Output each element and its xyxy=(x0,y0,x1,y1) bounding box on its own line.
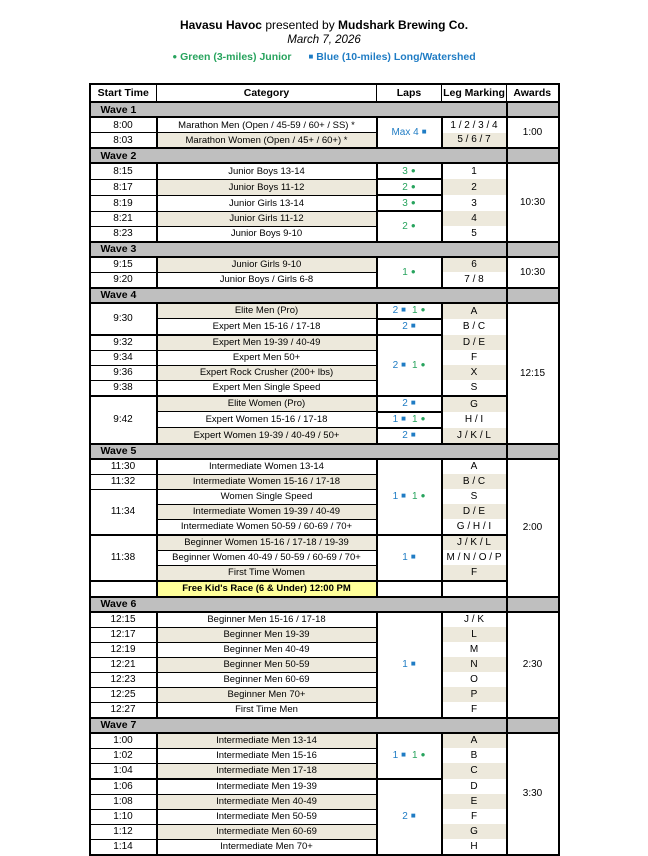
table-row xyxy=(90,226,559,242)
time-cell xyxy=(90,581,157,597)
time-cell: 12:25 xyxy=(90,687,157,702)
category-cell: Junior Boys 9-10 xyxy=(157,226,377,242)
leg-marking-cell: 7 / 8 xyxy=(442,272,507,288)
legend-junior xyxy=(172,51,291,63)
laps-value xyxy=(402,198,415,209)
laps-cell xyxy=(377,303,442,319)
laps-value xyxy=(402,398,415,409)
lap-count: 1 xyxy=(402,659,408,670)
category-cell: Elite Women (Pro) xyxy=(157,396,377,412)
category-cell: Beginner Men 70+ xyxy=(157,687,377,702)
wave-band-awards xyxy=(507,718,559,733)
laps-value xyxy=(412,750,425,761)
laps-cell xyxy=(377,779,442,855)
leg-marking-cell: O xyxy=(442,672,507,687)
laps-cell xyxy=(377,733,442,779)
laps-cell-empty xyxy=(377,581,442,597)
time-cell: 11:32 xyxy=(90,474,157,489)
laps-value xyxy=(412,305,425,316)
laps-cell xyxy=(377,179,442,195)
leg-marking-cell: 1 xyxy=(442,163,507,179)
table-row xyxy=(90,642,559,657)
leg-marking-cell: J / K xyxy=(442,612,507,628)
category-cell: Intermediate Women 13-14 xyxy=(157,459,377,475)
laps-cell xyxy=(377,459,442,535)
time-cell: 12:15 xyxy=(90,612,157,628)
table-row xyxy=(90,489,559,504)
laps-cell xyxy=(377,428,442,444)
wave-label: Wave 6 xyxy=(90,597,507,612)
green-circle-icon: ● xyxy=(172,52,178,61)
leg-marking-cell: G xyxy=(442,824,507,839)
leg-marking-cell: A xyxy=(442,459,507,475)
category-cell: Beginner Men 40-49 xyxy=(157,642,377,657)
table-row xyxy=(90,809,559,824)
leg-marking-cell: 3 xyxy=(442,195,507,211)
awards-cell: 1:00 xyxy=(507,117,559,148)
time-cell: 9:42 xyxy=(90,396,157,444)
time-cell: 11:34 xyxy=(90,489,157,535)
laps-cell xyxy=(377,335,442,396)
leg-marking-cell: L xyxy=(442,627,507,642)
lap-count: 3 xyxy=(402,197,408,209)
lap-count: 2 xyxy=(402,398,408,409)
green-circle-icon: ● xyxy=(420,414,426,423)
table-row xyxy=(90,350,559,365)
leg-marking-cell: A xyxy=(442,303,507,319)
leg-marking-cell: J / K / L xyxy=(442,428,507,444)
leg-marking-cell xyxy=(442,581,507,597)
blue-square-icon: ■ xyxy=(410,430,416,439)
lap-count: 1 xyxy=(412,750,418,761)
table-row xyxy=(90,365,559,380)
leg-marking-cell: F xyxy=(442,809,507,824)
table-row xyxy=(90,211,559,226)
category-cell: Beginner Men 19-39 xyxy=(157,627,377,642)
table-row xyxy=(90,702,559,718)
blue-square-icon: ■ xyxy=(401,414,406,423)
laps-value xyxy=(402,552,415,563)
table-row xyxy=(90,428,559,444)
table-row xyxy=(90,733,559,749)
awards-cell: 2:00 xyxy=(507,459,559,597)
laps-value xyxy=(402,166,415,177)
laps-cell xyxy=(377,117,442,148)
time-cell: 9:30 xyxy=(90,303,157,335)
leg-marking-cell: D xyxy=(442,779,507,795)
wave-band-row xyxy=(90,718,559,733)
category-cell: Expert Women 19-39 / 40-49 / 50+ xyxy=(157,428,377,444)
column-header-laps: Laps xyxy=(377,84,442,102)
awards-cell: 10:30 xyxy=(507,257,559,288)
wave-label: Wave 7 xyxy=(90,718,507,733)
laps-value xyxy=(402,221,415,232)
category-cell: Marathon Women (Open / 45+ / 60+) * xyxy=(157,133,377,149)
lap-count: 1 xyxy=(392,491,399,502)
category-cell: Intermediate Women 15-16 / 17-18 xyxy=(157,474,377,489)
category-cell: Expert Men 50+ xyxy=(157,350,377,365)
table-row xyxy=(90,581,559,597)
laps-value xyxy=(412,491,425,502)
laps-value xyxy=(391,127,426,138)
lap-count: 1 xyxy=(412,414,418,425)
lap-count: 1 xyxy=(402,552,408,563)
table-row xyxy=(90,133,559,149)
time-cell: 8:21 xyxy=(90,211,157,226)
wave-label: Wave 2 xyxy=(90,148,507,163)
wave-band-row xyxy=(90,597,559,612)
laps-value xyxy=(393,491,406,502)
blue-square-icon: ■ xyxy=(410,811,416,820)
blue-square-icon: ■ xyxy=(410,552,416,561)
table-row xyxy=(90,612,559,628)
laps-value xyxy=(402,811,415,822)
lap-count: 2 xyxy=(402,430,408,441)
category-cell: Junior Girls 13-14 xyxy=(157,195,377,211)
time-cell: 11:38 xyxy=(90,535,157,581)
blue-square-icon: ■ xyxy=(410,321,416,330)
column-header-category: Category xyxy=(157,84,377,102)
leg-marking-cell: D / E xyxy=(442,335,507,351)
lap-count: 3 xyxy=(402,165,408,177)
table-row xyxy=(90,794,559,809)
table-row xyxy=(90,117,559,133)
leg-marking-cell: M / N / O / P xyxy=(442,550,507,565)
category-cell: Junior Girls 9-10 xyxy=(157,257,377,273)
category-cell: First Time Women xyxy=(157,565,377,581)
time-cell: 1:02 xyxy=(90,748,157,763)
time-cell: 8:03 xyxy=(90,133,157,149)
wave-label: Wave 3 xyxy=(90,242,507,257)
blue-square-icon: ■ xyxy=(421,127,427,136)
laps-cell xyxy=(377,211,442,242)
time-cell: 8:00 xyxy=(90,117,157,133)
lap-count: Max 4 xyxy=(391,127,419,138)
green-circle-icon: ● xyxy=(410,266,416,276)
category-cell: Intermediate Men 19-39 xyxy=(157,779,377,795)
leg-marking-cell: F xyxy=(442,350,507,365)
time-cell: 9:32 xyxy=(90,335,157,351)
table-row xyxy=(90,257,559,273)
table-row xyxy=(90,535,559,551)
category-cell: Junior Boys 13-14 xyxy=(157,163,377,179)
column-header-awards: Awards xyxy=(507,84,559,102)
leg-marking-cell: 5 / 6 / 7 xyxy=(442,133,507,149)
time-cell: 12:17 xyxy=(90,627,157,642)
category-cell: Beginner Men 50-59 xyxy=(157,657,377,672)
leg-marking-cell: M xyxy=(442,642,507,657)
green-circle-icon: ● xyxy=(410,197,416,207)
leg-marking-cell: H xyxy=(442,839,507,855)
table-row xyxy=(90,396,559,412)
time-cell: 9:34 xyxy=(90,350,157,365)
wave-band-awards xyxy=(507,444,559,459)
leg-marking-cell: 5 xyxy=(442,226,507,242)
laps-value xyxy=(393,305,406,316)
time-cell: 12:21 xyxy=(90,657,157,672)
leg-marking-cell: J / K / L xyxy=(442,535,507,551)
laps-cell xyxy=(377,163,442,179)
wave-band-awards xyxy=(507,102,559,117)
table-row xyxy=(90,763,559,779)
time-cell: 11:30 xyxy=(90,459,157,475)
time-cell: 12:27 xyxy=(90,702,157,718)
table-row xyxy=(90,504,559,519)
time-cell: 1:00 xyxy=(90,733,157,749)
time-cell: 1:14 xyxy=(90,839,157,855)
time-cell: 9:20 xyxy=(90,272,157,288)
category-cell: Women Single Speed xyxy=(157,489,377,504)
green-circle-icon: ● xyxy=(420,750,426,759)
lap-count: 1 xyxy=(392,414,399,425)
table-row xyxy=(90,319,559,335)
laps-value xyxy=(393,414,406,425)
table-row xyxy=(90,335,559,351)
category-cell: Intermediate Women 19-39 / 40-49 xyxy=(157,504,377,519)
green-circle-icon: ● xyxy=(410,181,416,191)
wave-band-row xyxy=(90,444,559,459)
table-row xyxy=(90,380,559,396)
category-cell: Intermediate Men 60-69 xyxy=(157,824,377,839)
wave-label: Wave 4 xyxy=(90,288,507,303)
blue-square-icon: ■ xyxy=(308,52,314,61)
green-circle-icon: ● xyxy=(420,305,426,314)
category-cell: Beginner Men 60-69 xyxy=(157,672,377,687)
category-cell: First Time Men xyxy=(157,702,377,718)
leg-marking-cell: A xyxy=(442,733,507,749)
category-cell: Expert Men Single Speed xyxy=(157,380,377,396)
category-cell: Beginner Men 15-16 / 17-18 xyxy=(157,612,377,628)
blue-square-icon: ■ xyxy=(410,398,416,407)
laps-value xyxy=(402,659,415,670)
sponsor-name: Mudshark Brewing Co. xyxy=(338,18,469,32)
legend-long xyxy=(308,51,475,63)
category-cell: Expert Men 19-39 / 40-49 xyxy=(157,335,377,351)
table-row xyxy=(90,303,559,319)
lap-count: 2 xyxy=(402,811,408,822)
lap-count: 2 xyxy=(392,359,399,371)
category-cell: Junior Girls 11-12 xyxy=(157,211,377,226)
title-middle-text: presented by xyxy=(261,18,339,32)
time-cell: 8:17 xyxy=(90,179,157,195)
leg-marking-cell: S xyxy=(442,489,507,504)
blue-square-icon: ■ xyxy=(410,659,416,668)
table-row xyxy=(90,839,559,855)
green-circle-icon: ● xyxy=(410,220,416,230)
kids-race-banner: Free Kid's Race (6 & Under) 12:00 PM xyxy=(157,581,377,597)
category-cell: Intermediate Men 17-18 xyxy=(157,763,377,779)
column-header-start-time: Start Time xyxy=(90,84,157,102)
wave-band-row xyxy=(90,288,559,303)
lap-count: 1 xyxy=(412,491,418,502)
category-cell: Intermediate Men 40-49 xyxy=(157,794,377,809)
laps-cell xyxy=(377,535,442,581)
leg-marking-cell: E xyxy=(442,794,507,809)
table-row xyxy=(90,748,559,763)
event-date: March 7, 2026 xyxy=(287,34,361,46)
lap-count: 2 xyxy=(402,220,408,232)
category-cell: Expert Women 15-16 / 17-18 xyxy=(157,412,377,428)
category-cell: Junior Boys / Girls 6-8 xyxy=(157,272,377,288)
time-cell: 8:23 xyxy=(90,226,157,242)
laps-cell xyxy=(377,412,442,428)
category-cell: Expert Rock Crusher (200+ lbs) xyxy=(157,365,377,380)
leg-marking-cell: 2 xyxy=(442,179,507,195)
table-row xyxy=(90,163,559,179)
category-cell: Beginner Women 40-49 / 50-59 / 60-69 / 70+ xyxy=(157,550,377,565)
leg-marking-cell: G xyxy=(442,396,507,412)
time-cell: 8:19 xyxy=(90,195,157,211)
column-header-row xyxy=(90,84,559,102)
laps-cell xyxy=(377,319,442,335)
leg-marking-cell: F xyxy=(442,565,507,581)
schedule-table xyxy=(89,83,560,856)
wave-label: Wave 1 xyxy=(90,102,507,117)
table-row xyxy=(90,687,559,702)
blue-square-icon: ■ xyxy=(401,305,406,314)
time-cell: 8:15 xyxy=(90,163,157,179)
table-row xyxy=(90,672,559,687)
table-row xyxy=(90,779,559,795)
legend xyxy=(0,50,648,64)
time-cell: 1:10 xyxy=(90,809,157,824)
blue-square-icon: ■ xyxy=(401,491,406,500)
laps-value xyxy=(393,360,406,371)
leg-marking-cell: F xyxy=(442,702,507,718)
time-cell: 9:36 xyxy=(90,365,157,380)
awards-cell: 2:30 xyxy=(507,612,559,718)
leg-marking-cell: G / H / I xyxy=(442,519,507,535)
blue-square-icon: ■ xyxy=(401,359,406,369)
leg-marking-cell: 4 xyxy=(442,211,507,226)
wave-band-awards xyxy=(507,288,559,303)
legend-long-label: Blue (10-miles) Long/Watershed xyxy=(316,51,476,63)
table-row xyxy=(90,657,559,672)
leg-marking-cell: B / C xyxy=(442,474,507,489)
category-cell: Elite Men (Pro) xyxy=(157,303,377,319)
time-cell: 12:23 xyxy=(90,672,157,687)
blue-square-icon: ■ xyxy=(401,750,406,759)
time-cell: 1:12 xyxy=(90,824,157,839)
lap-count: 2 xyxy=(392,305,399,316)
column-header-leg-marking: Leg Marking xyxy=(442,84,507,102)
awards-cell: 12:15 xyxy=(507,303,559,444)
schedule-body xyxy=(90,102,559,855)
leg-marking-cell: P xyxy=(442,687,507,702)
green-circle-icon: ● xyxy=(420,491,426,500)
table-row xyxy=(90,195,559,211)
green-circle-icon: ● xyxy=(410,165,416,175)
leg-marking-cell: 1 / 2 / 3 / 4 xyxy=(442,117,507,133)
page-title xyxy=(0,18,648,32)
time-cell: 1:08 xyxy=(90,794,157,809)
lap-count: 1 xyxy=(402,266,408,278)
lap-count: 2 xyxy=(402,181,408,193)
laps-cell xyxy=(377,396,442,412)
laps-value xyxy=(402,321,415,332)
table-row xyxy=(90,627,559,642)
leg-marking-cell: S xyxy=(442,380,507,396)
awards-cell: 3:30 xyxy=(507,733,559,855)
table-row xyxy=(90,179,559,195)
category-cell: Marathon Men (Open / 45-59 / 60+ / SS) * xyxy=(157,117,377,133)
table-row xyxy=(90,474,559,489)
time-cell: 9:38 xyxy=(90,380,157,396)
category-cell: Beginner Women 15-16 / 17-18 / 19-39 xyxy=(157,535,377,551)
lap-count: 1 xyxy=(412,305,418,316)
table-row xyxy=(90,459,559,475)
table-row xyxy=(90,272,559,288)
time-cell: 1:04 xyxy=(90,763,157,779)
awards-cell: 10:30 xyxy=(507,163,559,242)
leg-marking-cell: H / I xyxy=(442,412,507,428)
category-cell: Intermediate Women 50-59 / 60-69 / 70+ xyxy=(157,519,377,535)
green-circle-icon: ● xyxy=(420,359,426,369)
category-cell: Intermediate Men 15-16 xyxy=(157,748,377,763)
leg-marking-cell: D / E xyxy=(442,504,507,519)
laps-cell xyxy=(377,195,442,211)
laps-value xyxy=(412,414,425,425)
time-cell: 12:19 xyxy=(90,642,157,657)
table-row xyxy=(90,550,559,565)
table-row xyxy=(90,824,559,839)
wave-band-row xyxy=(90,102,559,117)
wave-band-awards xyxy=(507,597,559,612)
laps-value xyxy=(402,182,415,193)
lap-count: 1 xyxy=(392,750,399,761)
leg-marking-cell: 6 xyxy=(442,257,507,273)
category-cell: Expert Men 15-16 / 17-18 xyxy=(157,319,377,335)
leg-marking-cell: X xyxy=(442,365,507,380)
leg-marking-cell: B xyxy=(442,748,507,763)
category-cell: Intermediate Men 13-14 xyxy=(157,733,377,749)
category-cell: Junior Boys 11-12 xyxy=(157,179,377,195)
table-row xyxy=(90,565,559,581)
category-cell: Intermediate Men 50-59 xyxy=(157,809,377,824)
lap-count: 2 xyxy=(402,321,408,332)
time-cell: 1:06 xyxy=(90,779,157,795)
leg-marking-cell: B / C xyxy=(442,319,507,335)
legend-junior-label: Green (3-miles) Junior xyxy=(180,51,292,63)
laps-value xyxy=(412,360,425,371)
wave-band-row xyxy=(90,242,559,257)
wave-band-awards xyxy=(507,148,559,163)
time-cell: 9:15 xyxy=(90,257,157,273)
wave-band-awards xyxy=(507,242,559,257)
laps-value xyxy=(402,430,415,441)
wave-band-row xyxy=(90,148,559,163)
lap-count: 1 xyxy=(412,359,418,371)
laps-cell xyxy=(377,612,442,718)
laps-value xyxy=(393,750,406,761)
wave-label: Wave 5 xyxy=(90,444,507,459)
table-row xyxy=(90,519,559,535)
event-name: Havasu Havoc xyxy=(179,18,262,32)
laps-value xyxy=(402,267,415,278)
category-cell: Intermediate Men 70+ xyxy=(157,839,377,855)
table-row xyxy=(90,412,559,428)
laps-cell xyxy=(377,257,442,288)
leg-marking-cell: C xyxy=(442,763,507,779)
leg-marking-cell: N xyxy=(442,657,507,672)
